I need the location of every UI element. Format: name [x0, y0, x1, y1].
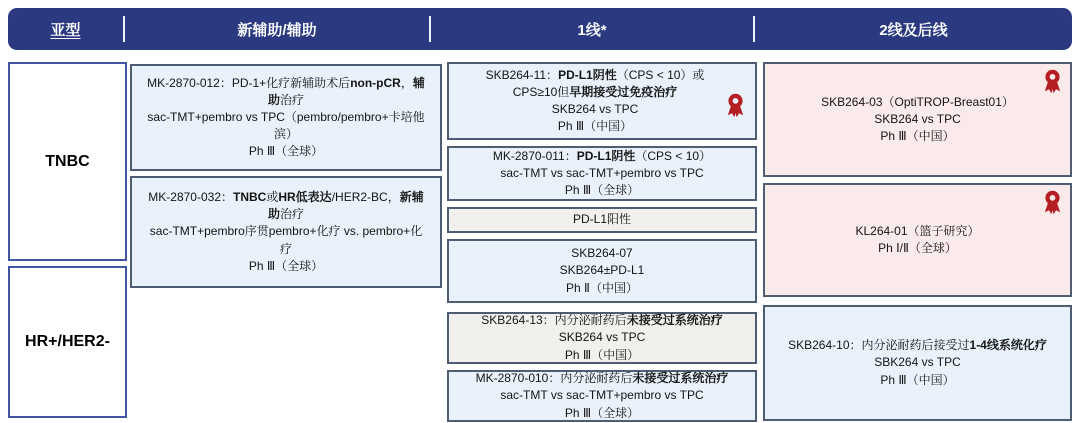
trial-title: MK-2870-011：PD-L1阴性（CPS < 10） [492, 148, 712, 163]
trial-title: SKB264-11：PD-L1阴性（CPS < 10）或CPS≥10但早期接受过免疫治疗 [485, 67, 705, 99]
trial-regimen: sac-TMT vs sac-TMT+pembro vs TPC [500, 165, 704, 180]
trial-regimen: SKB264 vs TPC [551, 102, 639, 116]
trial-phase: Ph Ⅲ（全球） [564, 405, 640, 420]
group-label-text: PD-L1阳性 [572, 212, 631, 227]
trial-phase: Ph Ⅲ（全球） [564, 183, 640, 198]
trial-title: MK-2870-012：PD-1+化疗新辅助术后non-pCR，辅助治疗 [147, 75, 425, 107]
trial-phase: Ph Ⅰ/Ⅱ（全球） [878, 241, 957, 255]
trial-phase: Ph Ⅲ（中国） [564, 347, 640, 362]
trial-phase: Ph Ⅲ（全球） [248, 144, 324, 159]
trial-regimen: SKB264 vs TPC [558, 330, 646, 345]
trial-regimen: sac-TMT+pembro vs TPC（pembro/pembro+卡培他滨） [147, 109, 425, 142]
row-label-tnbc-text: TNBC [45, 152, 90, 170]
trial-card-skb264-10 [763, 305, 1072, 421]
row-label-hr-her2 [8, 266, 127, 418]
trial-regimen: sac-TMT vs sac-TMT+pembro vs TPC [500, 388, 704, 403]
group-label-pdl1-positive [447, 207, 757, 233]
table-header [8, 8, 1072, 50]
trial-card-mk-2870-012 [130, 64, 442, 171]
trial-phase: Ph Ⅲ（中国） [880, 129, 955, 144]
trial-title: SKB264-07 [571, 246, 633, 261]
trial-card-mk-2870-032 [130, 176, 442, 288]
trial-card-kl264-01 [763, 183, 1072, 297]
trial-phase: Ph Ⅱ（中国） [566, 280, 638, 295]
header-col-first-line-label: 1线* [577, 21, 607, 39]
header-col-subtype [8, 19, 123, 40]
trial-regimen: SKB264±PD-L1 [559, 263, 645, 278]
trial-card-skb264-07 [447, 239, 757, 303]
header-divider [123, 16, 125, 42]
row-label-hr-her2-text: HR+/HER2- [25, 333, 110, 350]
trial-title: SKB264-03（OptiTROP-Breast01） [821, 94, 1014, 109]
trial-title: MK-2870-010：内分泌耐药后未接受过系统治疗 [475, 371, 729, 386]
award-medal-icon [1041, 68, 1064, 95]
trial-regimen: sac-TMT+pembro序贯pembro+化疗 vs. pembro+化疗 [149, 224, 423, 256]
header-col-subtype-label: 亚型 [50, 21, 81, 39]
header-col-first-line [431, 19, 753, 40]
trial-card-skb264-11 [447, 62, 757, 140]
trial-phase: Ph Ⅲ（中国） [557, 119, 633, 134]
trial-card-skb264-13 [447, 312, 757, 364]
award-medal-icon [1041, 189, 1064, 216]
header-col-neoadjuvant [125, 19, 429, 40]
header-col-later-line-label: 2线及后线 [879, 21, 948, 39]
trial-title: KL264-01（篮子研究） [855, 223, 980, 238]
trial-card-mk-2870-011 [447, 146, 757, 201]
trial-card-mk-2870-010 [447, 370, 757, 422]
trial-regimen: SBK264 vs TPC [874, 355, 961, 370]
trial-regimen: SKB264 vs TPC [874, 111, 961, 126]
trial-title: MK-2870-032：TNBC或HR低表达/HER2-BC，新辅助治疗 [148, 190, 424, 222]
header-divider [429, 16, 431, 42]
trial-title: SKB264-10：内分泌耐药后接受过1-4线系统化疗 [788, 338, 1047, 353]
trial-phase: Ph Ⅲ（全球） [248, 258, 324, 273]
trial-title: SKB264-13：内分泌耐药后未接受过系统治疗 [481, 313, 723, 328]
header-col-neoadjuvant-label: 新辅助/辅助 [237, 21, 317, 39]
header-col-later-line [755, 19, 1072, 40]
award-medal-icon [724, 92, 747, 119]
trial-card-skb264-03 [763, 62, 1072, 177]
trial-phase: Ph Ⅲ（中国） [880, 372, 955, 387]
row-label-tnbc [8, 62, 127, 261]
header-divider [753, 16, 755, 42]
